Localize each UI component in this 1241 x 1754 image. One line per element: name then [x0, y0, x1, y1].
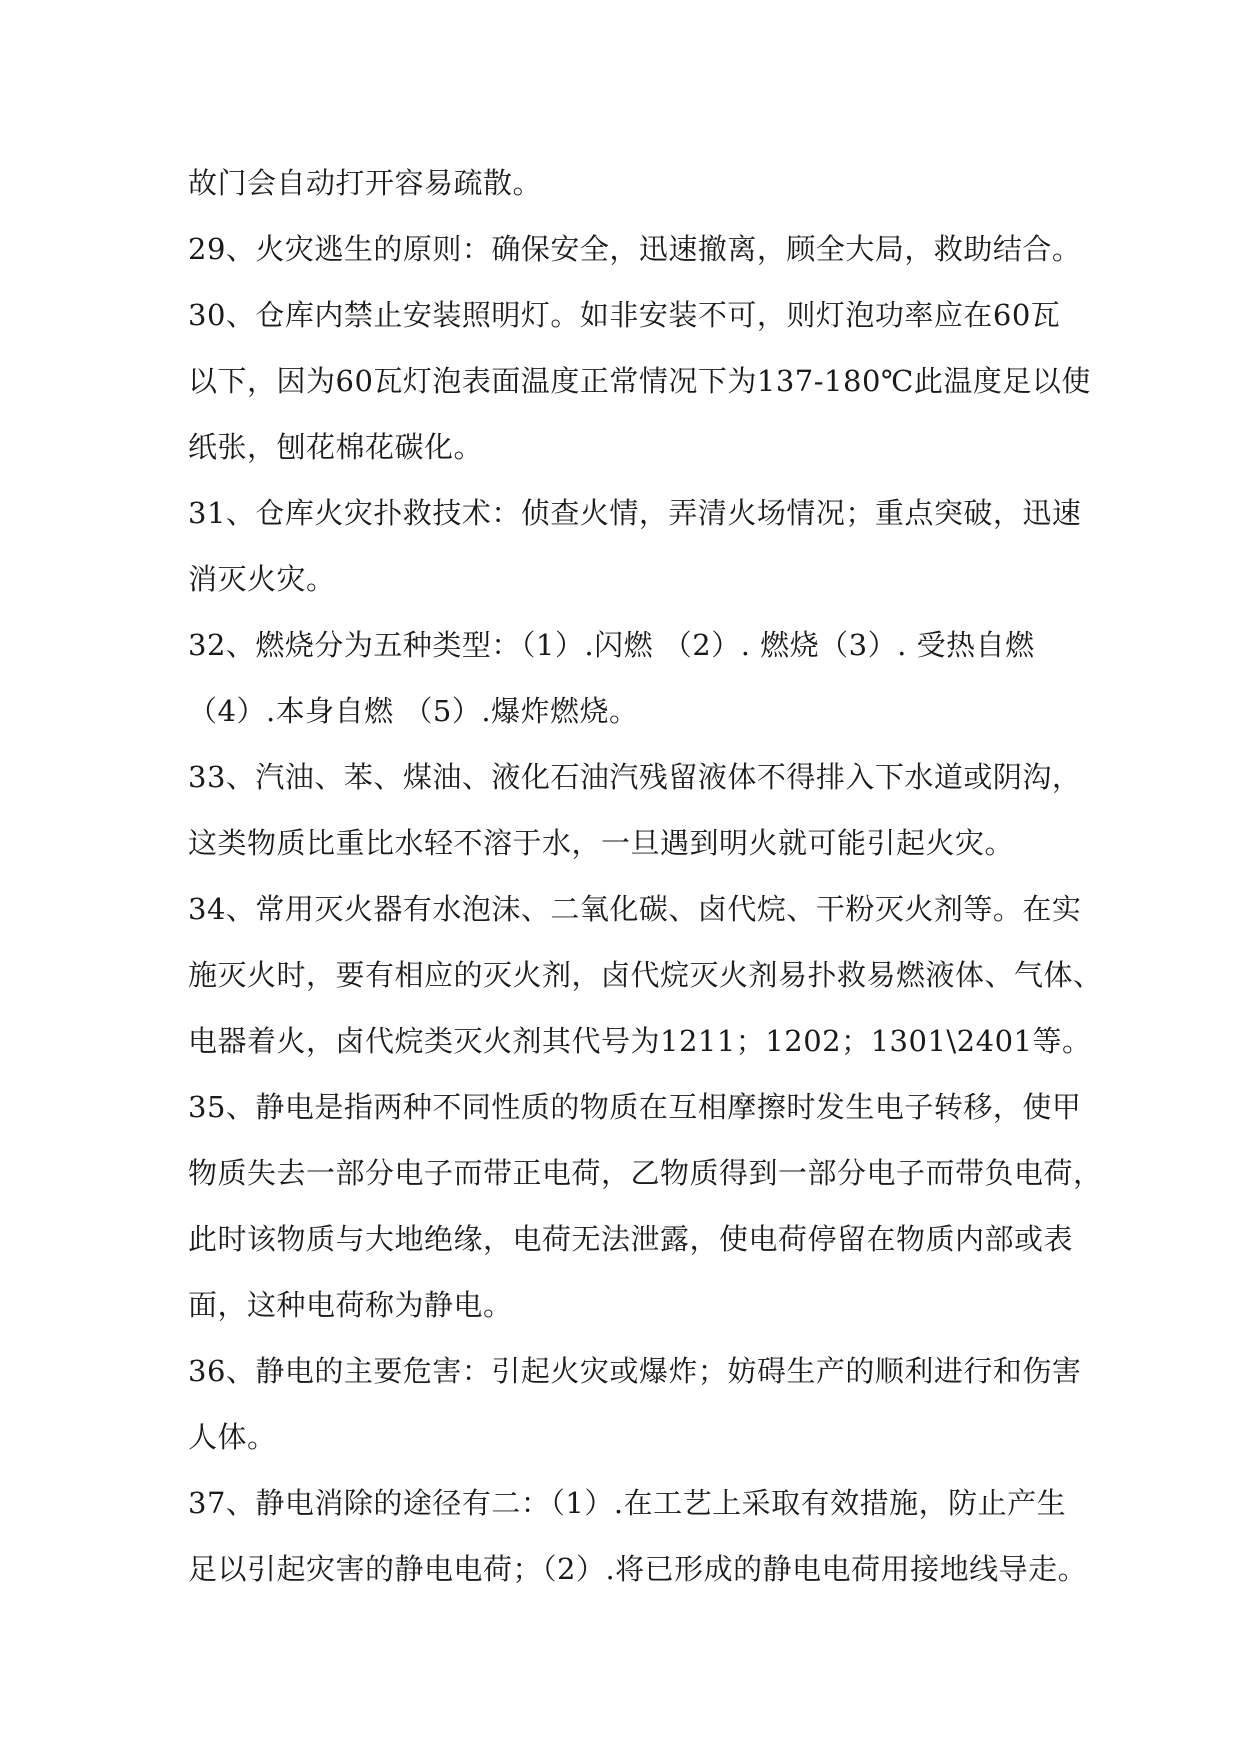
text-line: 30、仓库内禁止安装照明灯。如非安装不可，则灯泡功率应在60瓦 — [188, 298, 1061, 332]
text-line: 29、火灾逃生的原则：确保安全，迅速撤离，顾全大局，救助结合。 — [188, 232, 1082, 266]
text-line: 36、静电的主要危害：引起火灾或爆炸；妨碍生产的顺利进行和伤害 — [188, 1354, 1082, 1388]
text-line: 电器着火，卤代烷类灭火剂其代号为1211；1202；1301\2401等。 — [188, 1024, 1092, 1058]
text-line: 此时该物质与大地绝缘，电荷无法泄露，使电荷停留在物质内部或表 — [188, 1222, 1074, 1256]
text-line: 物质失去一部分电子而带正电荷，乙物质得到一部分电子而带负电荷， — [188, 1156, 1103, 1190]
text-line: 施灭火时，要有相应的灭火剂，卤代烷灭火剂易扑救易燃液体、气体、 — [188, 958, 1103, 992]
text-line: 31、仓库火灾扑救技术：侦查火情，弄清火场情况；重点突破，迅速 — [188, 496, 1082, 530]
text-line: 以下，因为60瓦灯泡表面温度正常情况下为137-180℃此温度足以使 — [188, 364, 1091, 398]
text-line: 足以引起灾害的静电电荷；（2）.将已形成的静电电荷用接地线导走。 — [188, 1552, 1088, 1586]
text-line: 故门会自动打开容易疏散。 — [188, 166, 543, 200]
text-line: 32、燃烧分为五种类型：（1）.闪燃 （2）. 燃烧（3）. 受热自燃 — [188, 628, 1035, 662]
text-line: 35、静电是指两种不同性质的物质在互相摩擦时发生电子转移，使甲 — [188, 1090, 1082, 1124]
text-line: 消灭火灾。 — [188, 562, 336, 596]
text-line: 33、汽油、苯、煤油、液化石油汽残留液体不得排入下水道或阴沟， — [188, 760, 1082, 794]
text-line: 人体。 — [188, 1420, 277, 1454]
text-line: （4）.本身自燃 （5）.爆炸燃烧。 — [188, 694, 639, 728]
text-line: 面，这种电荷称为静电。 — [188, 1288, 513, 1322]
text-line: 这类物质比重比水轻不溶于水，一旦遇到明火就可能引起火灾。 — [188, 826, 1015, 860]
document-body — [188, 150, 1103, 1602]
text-line: 37、静电消除的途径有二：（1）.在工艺上采取有效措施，防止产生 — [188, 1486, 1067, 1520]
text-line: 34、常用灭火器有水泡沫、二氧化碳、卤代烷、干粉灭火剂等。在实 — [188, 892, 1082, 926]
text-line: 纸张，刨花棉花碳化。 — [188, 430, 484, 464]
